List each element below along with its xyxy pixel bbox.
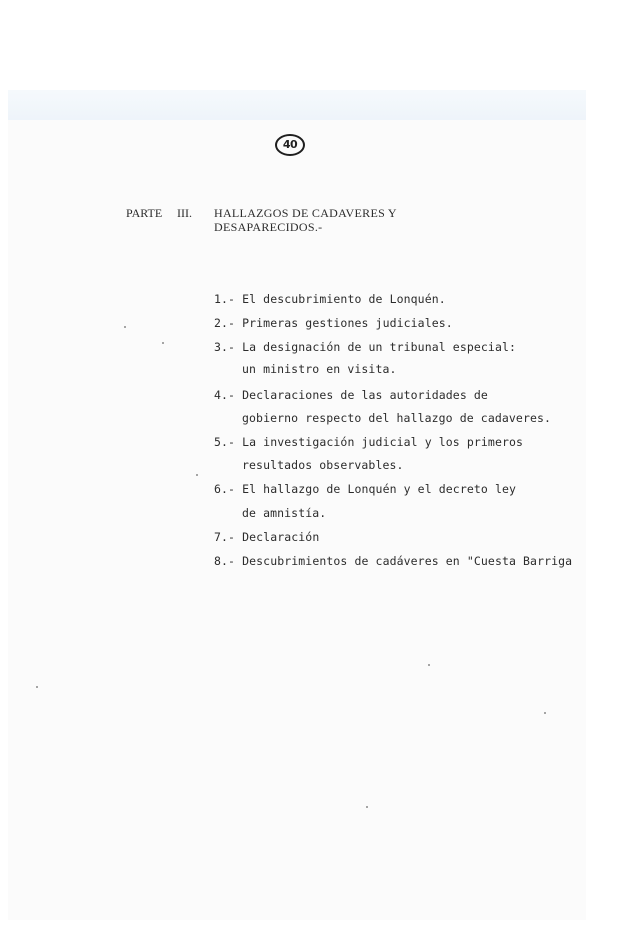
part-label: PARTE <box>126 206 163 220</box>
toc-item-4-continued: gobierno respecto del hallazgo de cadaveres. <box>242 411 552 425</box>
page-number-circle: 40 <box>275 134 305 156</box>
toc-item-4: 4.- Declaraciones de las autoridades de <box>214 388 488 402</box>
toc-item-7: 7.- Declaración <box>214 530 320 544</box>
scan-speck <box>544 712 546 714</box>
paper-sheet <box>8 120 586 920</box>
toc-item-5: 5.- La investigación judicial y los primeros <box>214 435 524 449</box>
scan-speck <box>124 326 126 328</box>
toc-item-2: 2.- Primeras gestiones judiciales. <box>214 316 453 330</box>
toc-item-6-continued: de amnistía. <box>242 506 327 520</box>
part-title-line-2: DESAPARECIDOS.- <box>214 220 323 234</box>
toc-item-8: 8.- Descubrimientos de cadáveres en "Cuesta Barriga <box>214 554 573 568</box>
scan-speck <box>428 664 430 666</box>
toc-item-6: 6.- El hallazgo de Lonquén y el decreto ley <box>214 482 517 496</box>
scan-edge-band <box>8 90 586 120</box>
scan-speck <box>162 342 164 344</box>
scan-speck <box>36 686 38 688</box>
toc-item-5-continued: resultados observables. <box>242 458 404 472</box>
toc-item-3: 3.- La designación de un tribunal especial: <box>214 340 517 354</box>
scan-speck <box>196 474 198 476</box>
part-number: III. <box>177 206 192 220</box>
scan-speck <box>366 806 368 808</box>
toc-item-1: 1.- El descubrimiento de Lonquén. <box>214 292 446 306</box>
part-title-line-1: HALLAZGOS DE CADAVERES Y <box>214 206 397 220</box>
toc-item-3-continued: un ministro en visita. <box>242 362 397 376</box>
